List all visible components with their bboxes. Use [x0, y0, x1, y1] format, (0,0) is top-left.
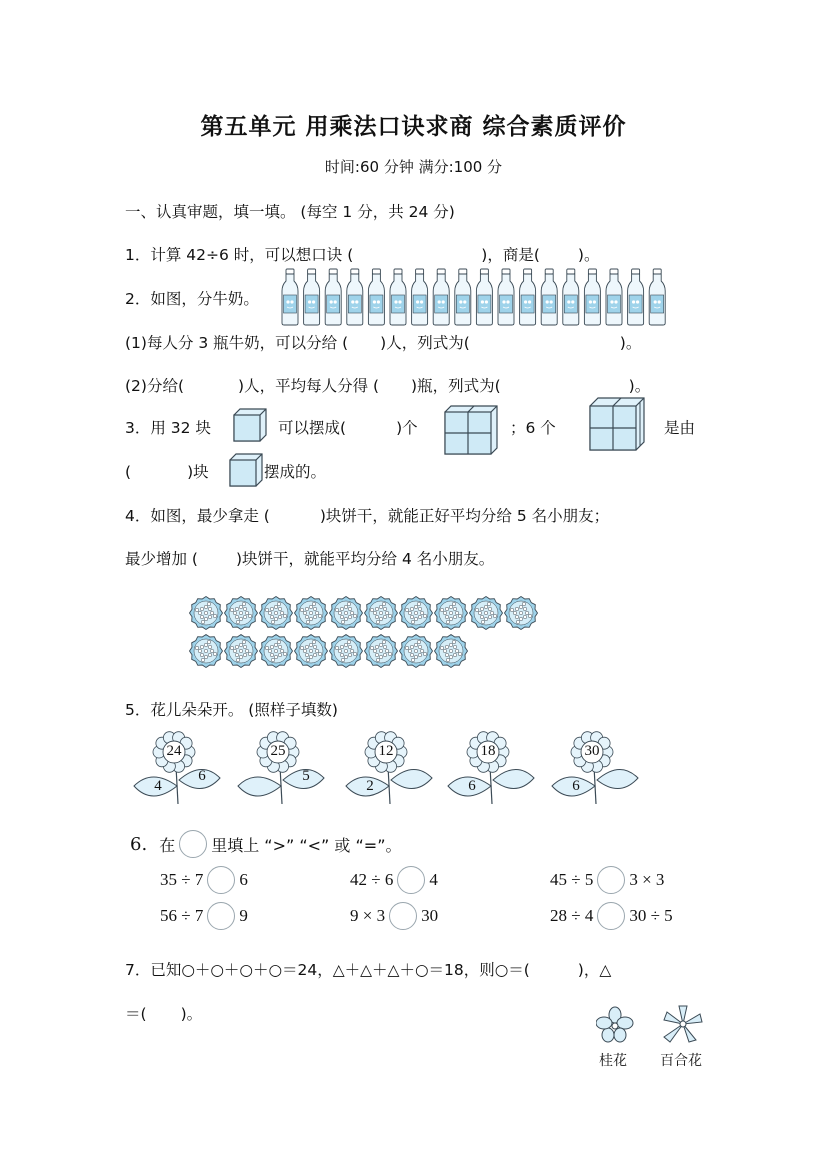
- milk-bottle-icon: [584, 269, 600, 325]
- question-2-part-1: [125, 331, 641, 353]
- flower-right-leaf-number[interactable]: 5: [302, 768, 310, 784]
- section-heading: 一、认真审题，填一填。 (每空 1 分，共 24 分): [125, 203, 455, 221]
- biscuit-icon: [225, 635, 258, 668]
- biscuit-icon: [435, 635, 468, 668]
- biscuit-icon: [295, 597, 328, 630]
- cube-block-2x2-icon: [443, 404, 499, 456]
- q2-sub1-text-c: )。: [619, 334, 642, 352]
- milk-bottle-icon: [520, 269, 536, 325]
- comparison-right: 3 × 3: [629, 870, 665, 889]
- comparison-right: 9: [239, 906, 248, 925]
- q1-number: 1．: [125, 246, 151, 264]
- q2-sub1-text-a: (1)每人分 3 瓶牛奶，可以分给 (: [125, 334, 349, 352]
- flower-left-leaf-number[interactable]: 4: [154, 778, 162, 794]
- q6-head-a: 在: [159, 835, 176, 855]
- q4-line2-b: )块饼干，就能平均分给 4 名小朋友。: [235, 550, 495, 568]
- q1-text-c: )。: [577, 246, 600, 264]
- comparison-left: 56 ÷ 7: [160, 906, 204, 925]
- biscuit-icon: [225, 597, 258, 630]
- compare-circle-icon: [179, 830, 207, 858]
- milk-bottle-icon: [282, 269, 298, 325]
- milk-bottle-icon: [498, 269, 514, 325]
- question-4-line1: [125, 504, 609, 526]
- milk-bottles: [279, 268, 669, 326]
- question-4-line2: [125, 547, 494, 569]
- comparison-right: 30: [421, 906, 439, 925]
- milk-bottle-icon: [649, 269, 665, 325]
- comparison-item: [160, 902, 248, 930]
- milk-bottle-icon: [563, 269, 579, 325]
- q7-line1-a: 已知○＋○＋○＋○＝24，△＋△＋△＋○＝18，则○＝(: [150, 961, 530, 979]
- q1-text-a: 计算 42÷6 时，可以想口诀 (: [150, 246, 354, 264]
- milk-bottle-icon: [304, 269, 320, 325]
- comparison-right: 30 ÷ 5: [629, 906, 673, 925]
- q5-number: 5．: [125, 701, 151, 719]
- q3-number: 3．: [125, 419, 151, 437]
- biscuit-icon: [260, 635, 293, 668]
- q7-line2-a: ＝(: [125, 1005, 147, 1023]
- biscuit-icon: [470, 597, 503, 630]
- q2-sub1-text-b: )人，列式为(: [380, 334, 470, 352]
- q2-sub2-text-c: )瓶，列式为(: [411, 377, 501, 395]
- flower-left-leaf-number[interactable]: 6: [468, 778, 476, 794]
- milk-bottle-icon: [412, 269, 428, 325]
- flower-center-number: 18: [480, 743, 496, 759]
- osmanthus-flower-icon: [596, 1006, 634, 1044]
- flower-left-leaf-number[interactable]: 2: [366, 778, 374, 794]
- q3-part7: )块: [187, 463, 209, 481]
- q1-text-b: )，商是(: [481, 246, 540, 264]
- milk-bottle-icon: [347, 269, 363, 325]
- q4-number: 4．: [125, 507, 151, 525]
- biscuit-icon: [330, 597, 363, 630]
- exam-info: 时间:60 分钟 满分:100 分: [324, 158, 503, 176]
- milk-bottle-icon: [541, 269, 557, 325]
- flower-center-number: 30: [584, 743, 600, 759]
- biscuits: [186, 592, 546, 672]
- lily-flower-icon: [662, 1004, 704, 1044]
- comparison-item: [160, 866, 248, 894]
- comparison-left: 42 ÷ 6: [350, 870, 394, 889]
- biscuit-icon: [295, 635, 328, 668]
- comparison-answer-circle[interactable]: [207, 866, 235, 894]
- comparison-item: [350, 866, 438, 894]
- q6-number: 6.: [130, 833, 148, 855]
- q2-sub2-text-a: (2)分给(: [125, 377, 185, 395]
- biscuit-icon: [365, 597, 398, 630]
- q3-line1-c: [510, 416, 556, 438]
- q4-line1-a: 如图，最少拿走 (: [150, 507, 270, 525]
- biscuit-icon: [190, 597, 223, 630]
- comparison-left: 45 ÷ 5: [550, 870, 594, 889]
- q2-text: 如图，分牛奶。: [150, 290, 259, 308]
- q3-line2-end: 摆成的。: [264, 463, 327, 481]
- flower-center-number: 24: [166, 743, 182, 759]
- milk-bottle-icon: [628, 269, 644, 325]
- question-1: [125, 243, 599, 265]
- biscuit-icon: [505, 597, 538, 630]
- q3-line1-b: [278, 416, 418, 438]
- comparison-right: 6: [239, 870, 248, 889]
- cube-stack-icon: [588, 396, 646, 452]
- number-flower: [344, 730, 454, 808]
- comparison-answer-circle[interactable]: [207, 902, 235, 930]
- flower-center-number: 25: [270, 743, 286, 759]
- flower-left-leaf-number[interactable]: 6: [572, 778, 580, 794]
- comparison-right: 4: [429, 870, 438, 889]
- milk-bottle-icon: [606, 269, 622, 325]
- milk-bottle-icon: [325, 269, 341, 325]
- q3-part5: 是由: [664, 419, 696, 437]
- q3-line2: [125, 460, 209, 482]
- milk-bottle-icon: [455, 269, 471, 325]
- q4-line1-b: )块饼干，就能正好平均分给 5 名小朋友；: [319, 507, 610, 525]
- comparison-answer-circle[interactable]: [597, 866, 625, 894]
- flower-center-number: 12: [378, 743, 394, 759]
- q3-part4: ；6 个: [510, 419, 556, 437]
- milk-bottle-icon: [433, 269, 449, 325]
- q7-line1-b: )，△: [577, 961, 612, 979]
- page-title: 第五单元 用乘法口诀求商 综合素质评价: [200, 113, 627, 140]
- question-2-part-2: [125, 374, 650, 396]
- q3-line1-a: [125, 416, 211, 438]
- q2-number: 2．: [125, 290, 151, 308]
- biscuit-icon: [400, 635, 433, 668]
- comparison-answer-circle[interactable]: [597, 902, 625, 930]
- comparison-item: [550, 902, 673, 930]
- number-flower: [550, 730, 660, 808]
- q3-line1-d: [664, 416, 695, 438]
- question-5: [125, 698, 338, 720]
- milk-bottle-icon: [476, 269, 492, 325]
- cube-icon: [228, 452, 264, 488]
- milk-bottle-icon: [368, 269, 384, 325]
- q3-part6: (: [125, 463, 132, 481]
- cube-icon: [232, 407, 268, 443]
- comparison-answer-circle[interactable]: [397, 866, 425, 894]
- biscuit-icon: [365, 635, 398, 668]
- q7-number: 7．: [125, 961, 151, 979]
- flower-right-leaf-number[interactable]: 6: [198, 768, 206, 784]
- q2-sub2-text-b: )人，平均每人分得 (: [238, 377, 380, 395]
- question-2: [125, 287, 259, 309]
- biscuit-icon: [260, 597, 293, 630]
- lily-label: 百合花: [660, 1053, 702, 1069]
- milk-bottle-icon: [390, 269, 406, 325]
- biscuit-icon: [190, 635, 223, 668]
- biscuit-icon: [400, 597, 433, 630]
- q3-part3: )个: [396, 419, 418, 437]
- flower-row: [132, 730, 652, 808]
- biscuit-icon: [435, 597, 468, 630]
- q3-part1: 用 32 块: [150, 419, 211, 437]
- comparison-left: 28 ÷ 4: [550, 906, 594, 925]
- q6-head-b: 里填上 “>” “<” 或 “=”。: [211, 835, 402, 855]
- question-7-line1: [125, 958, 611, 980]
- q4-line2-a: 最少增加 (: [125, 550, 198, 568]
- number-flower: [132, 730, 242, 808]
- comparison-answer-circle[interactable]: [389, 902, 417, 930]
- question-7-line2: [125, 1002, 202, 1024]
- osmanthus-label: 桂花: [599, 1053, 627, 1069]
- comparison-item: [550, 866, 664, 894]
- number-flower: [446, 730, 556, 808]
- comparison-item: [350, 902, 438, 930]
- biscuit-icon: [330, 635, 363, 668]
- comparison-left: 9 × 3: [350, 906, 386, 925]
- q2-sub2-text-d: )。: [628, 377, 651, 395]
- q3-part2: 可以摆成(: [278, 419, 347, 437]
- comparison-left: 35 ÷ 7: [160, 870, 204, 889]
- q5-text: 花儿朵朵开。 (照样子填数): [150, 701, 338, 719]
- question-6-heading: [130, 830, 402, 858]
- number-flower: [236, 730, 346, 808]
- q7-line2-b: )。: [180, 1005, 203, 1023]
